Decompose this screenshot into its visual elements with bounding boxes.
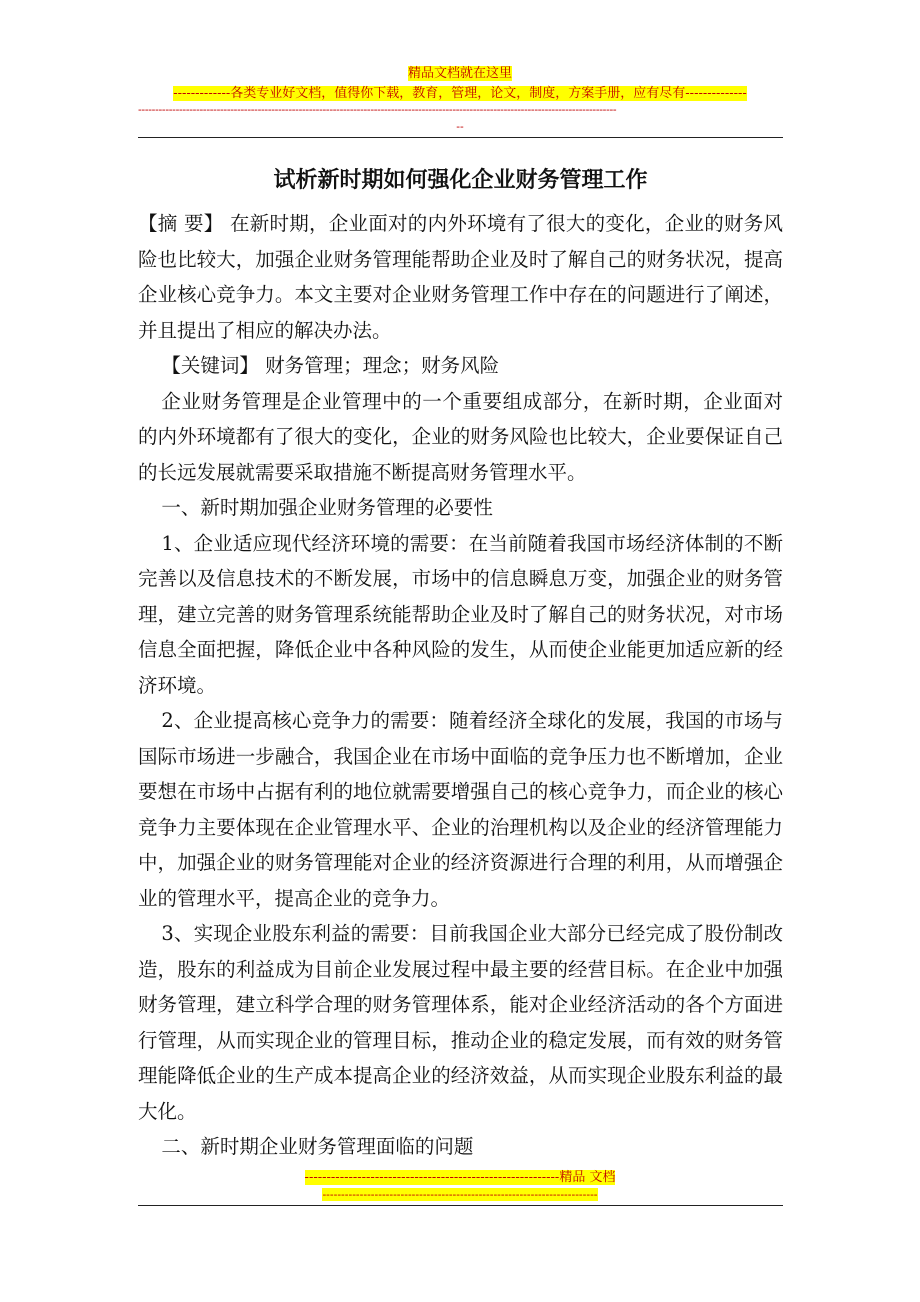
header-dash-tail: -- <box>456 120 464 133</box>
header-banner-line2 <box>0 84 920 103</box>
footer-banner-text: ----------------------------------------------------------精品 文档 <box>304 1170 616 1185</box>
header-slogan-text: -------------各类专业好文档，值得你下载，教育，管理，论文，制度，方案手册，应有尽有-------------- <box>173 86 747 101</box>
point-paragraph-2: 2、企业提高核心竞争力的需要：随着经济全球化的发展，我国的市场与国际市场进一步融合，我国企业在市场中面临的竞争压力也不断增加，企业要想在市场中占据有利的地位就需要增强自己的核心竞争力，而企业的核心竞争力主要体现在企业管理水平、企业的治理机构以及企业的经济管理能力中，加强企业的财务管理能对企业的经济资源进行合理的利用，从而增强企业的管理水平，提高企业的竞争力。 <box>138 709 783 910</box>
header-banner-line1 <box>0 64 920 83</box>
header-banner-text: 精品文档就在这里 <box>407 66 512 81</box>
footer-banner-line2 <box>0 1188 920 1202</box>
footer-banner-line1 <box>0 1168 920 1187</box>
abstract-paragraph: 【摘 要】 在新时期，企业面对的内外环境有了很大的变化，企业的财务风险也比较大，加强企业财务管理能帮助企业及时了解自己的财务状况，提高企业核心竞争力。本文主要对企业财务管理工作中存在的问题进行了阐述，并且提出了相应的解决办法。 <box>138 212 783 342</box>
header-dash-line: -------------------------------------------------------------------------------------------------------------------------------------------- <box>138 103 617 116</box>
intro-paragraph: 企业财务管理是企业管理中的一个重要组成部分，在新时期，企业面对的内外环境都有了很大的变化，企业的财务风险也比较大，企业要保证自己的长远发展就需要采取措施不断提高财务管理水平。 <box>138 389 783 484</box>
point-paragraph-1: 1、企业适应现代经济环境的需要：在当前随着我国市场经济体制的不断完善以及信息技术的不断发展，市场中的信息瞬息万变，加强企业的财务管理，建立完善的财务管理系统能帮助企业及时了解自己的财务状况，对市场信息全面把握，降低企业中各种风险的发生，从而使企业能更加适应新的经济环境。 <box>138 531 783 697</box>
footer-rule <box>138 1205 783 1206</box>
section-heading-2: 二、新时期企业财务管理面临的问题 <box>161 1135 474 1158</box>
section-heading-1: 一、新时期加强企业财务管理的必要性 <box>161 496 493 519</box>
document-title: 试析新时期如何强化企业财务管理工作 <box>273 168 648 193</box>
document-body <box>138 206 783 1165</box>
footer-dash-text: -------------------------------------------------------------------------- <box>322 1188 598 1201</box>
keywords-paragraph: 【关键词】 财务管理；理念；财务风险 <box>161 354 500 377</box>
header-rule <box>138 137 783 138</box>
point-paragraph-3: 3、实现企业股东利益的需要：目前我国企业大部分已经完成了股份制改造，股东的利益成为目前企业发展过程中最主要的经营目标。在企业中加强财务管理，建立科学合理的财务管理体系，能对企业经济活动的各个方面进行管理，从而实现企业的管理目标，推动企业的稳定发展，而有效的财务管理能降低企业的生产成本提高企业的经济效益，从而实现企业股东利益的最大化。 <box>138 922 783 1123</box>
